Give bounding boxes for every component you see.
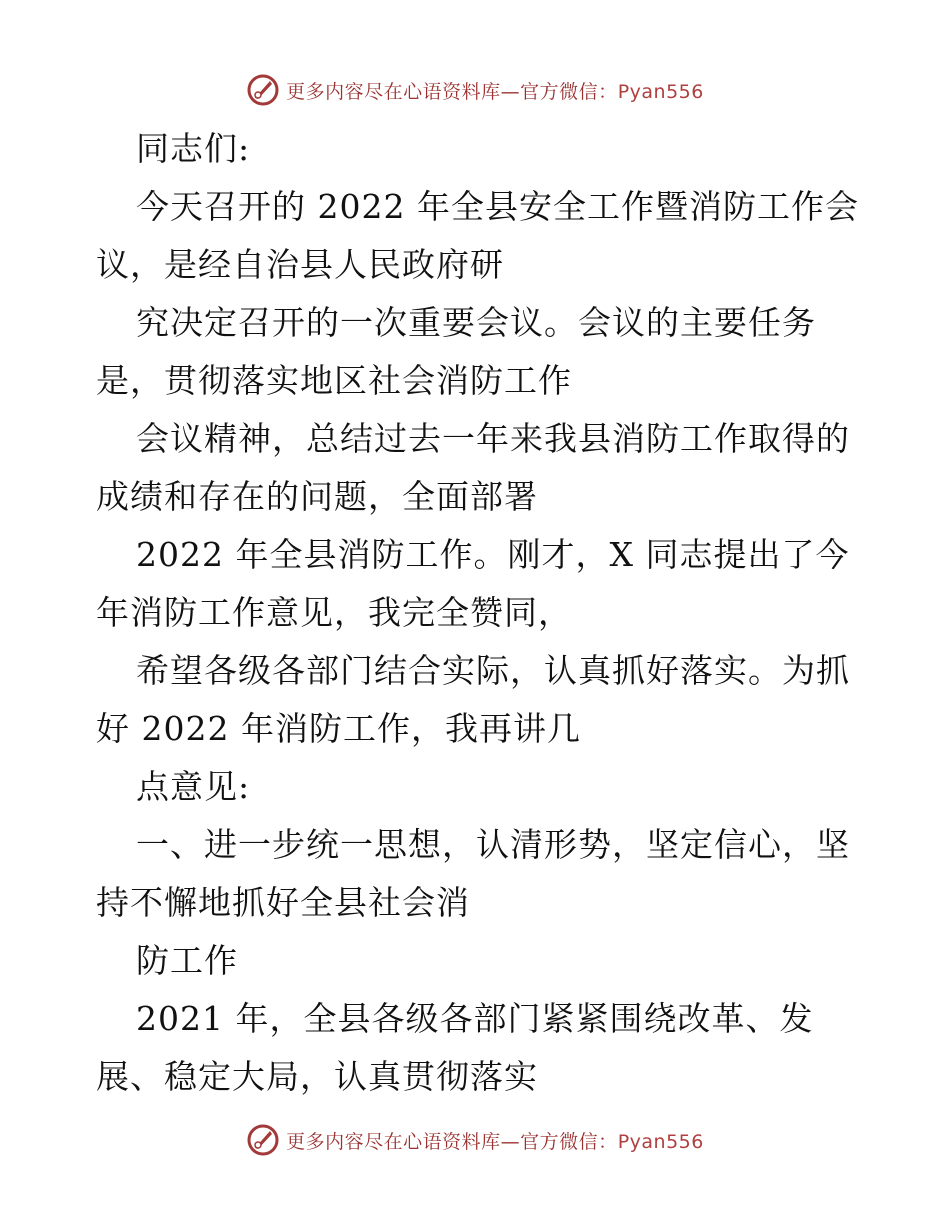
quill-logo-icon <box>246 73 280 107</box>
paragraph-line: 议，是经自治县人民政府研 <box>96 245 504 284</box>
paragraph-line: 好 2022 年消防工作，我再讲几 <box>96 709 581 748</box>
paragraph-line: 希望各级各部门结合实际，认真抓好落实。为抓 <box>136 651 850 690</box>
header-watermark <box>0 70 950 110</box>
footer-watermark <box>0 1120 950 1160</box>
quill-logo-icon <box>246 1123 280 1157</box>
paragraph-line: 持不懈地抓好全县社会消 <box>96 883 470 922</box>
paragraph-line: 究决定召开的一次重要会议。会议的主要任务 <box>136 303 816 342</box>
paragraph-line: 年消防工作意见，我完全赞同， <box>96 593 572 632</box>
paragraph-line: 成绩和存在的问题，全面部署 <box>96 477 538 516</box>
paragraph-line: 是，贯彻落实地区社会消防工作 <box>96 361 572 400</box>
paragraph-line: 展、稳定大局，认真贯彻落实 <box>96 1057 538 1096</box>
paragraph-line: 同志们: <box>136 129 251 168</box>
watermark-text: 更多内容尽在心语资料库—官方微信：Pyan556 <box>286 1130 704 1153</box>
watermark-text: 更多内容尽在心语资料库—官方微信：Pyan556 <box>286 80 704 103</box>
paragraph-line: 防工作 <box>136 941 238 980</box>
paragraph-line: 今天召开的 2022 年全县安全工作暨消防工作会 <box>136 187 859 226</box>
paragraph-line: 会议精神，总结过去一年来我县消防工作取得的 <box>136 419 850 458</box>
paragraph-line: 点意见: <box>136 767 251 806</box>
paragraph-line: 2021 年，全县各级各部门紧紧围绕改革、发 <box>136 999 814 1038</box>
paragraph-line: 一、进一步统一思想，认清形势，坚定信心，坚 <box>136 825 850 864</box>
paragraph-line: 2022 年全县消防工作。刚才，X 同志提出了今 <box>136 535 850 574</box>
document-body <box>96 120 866 1106</box>
